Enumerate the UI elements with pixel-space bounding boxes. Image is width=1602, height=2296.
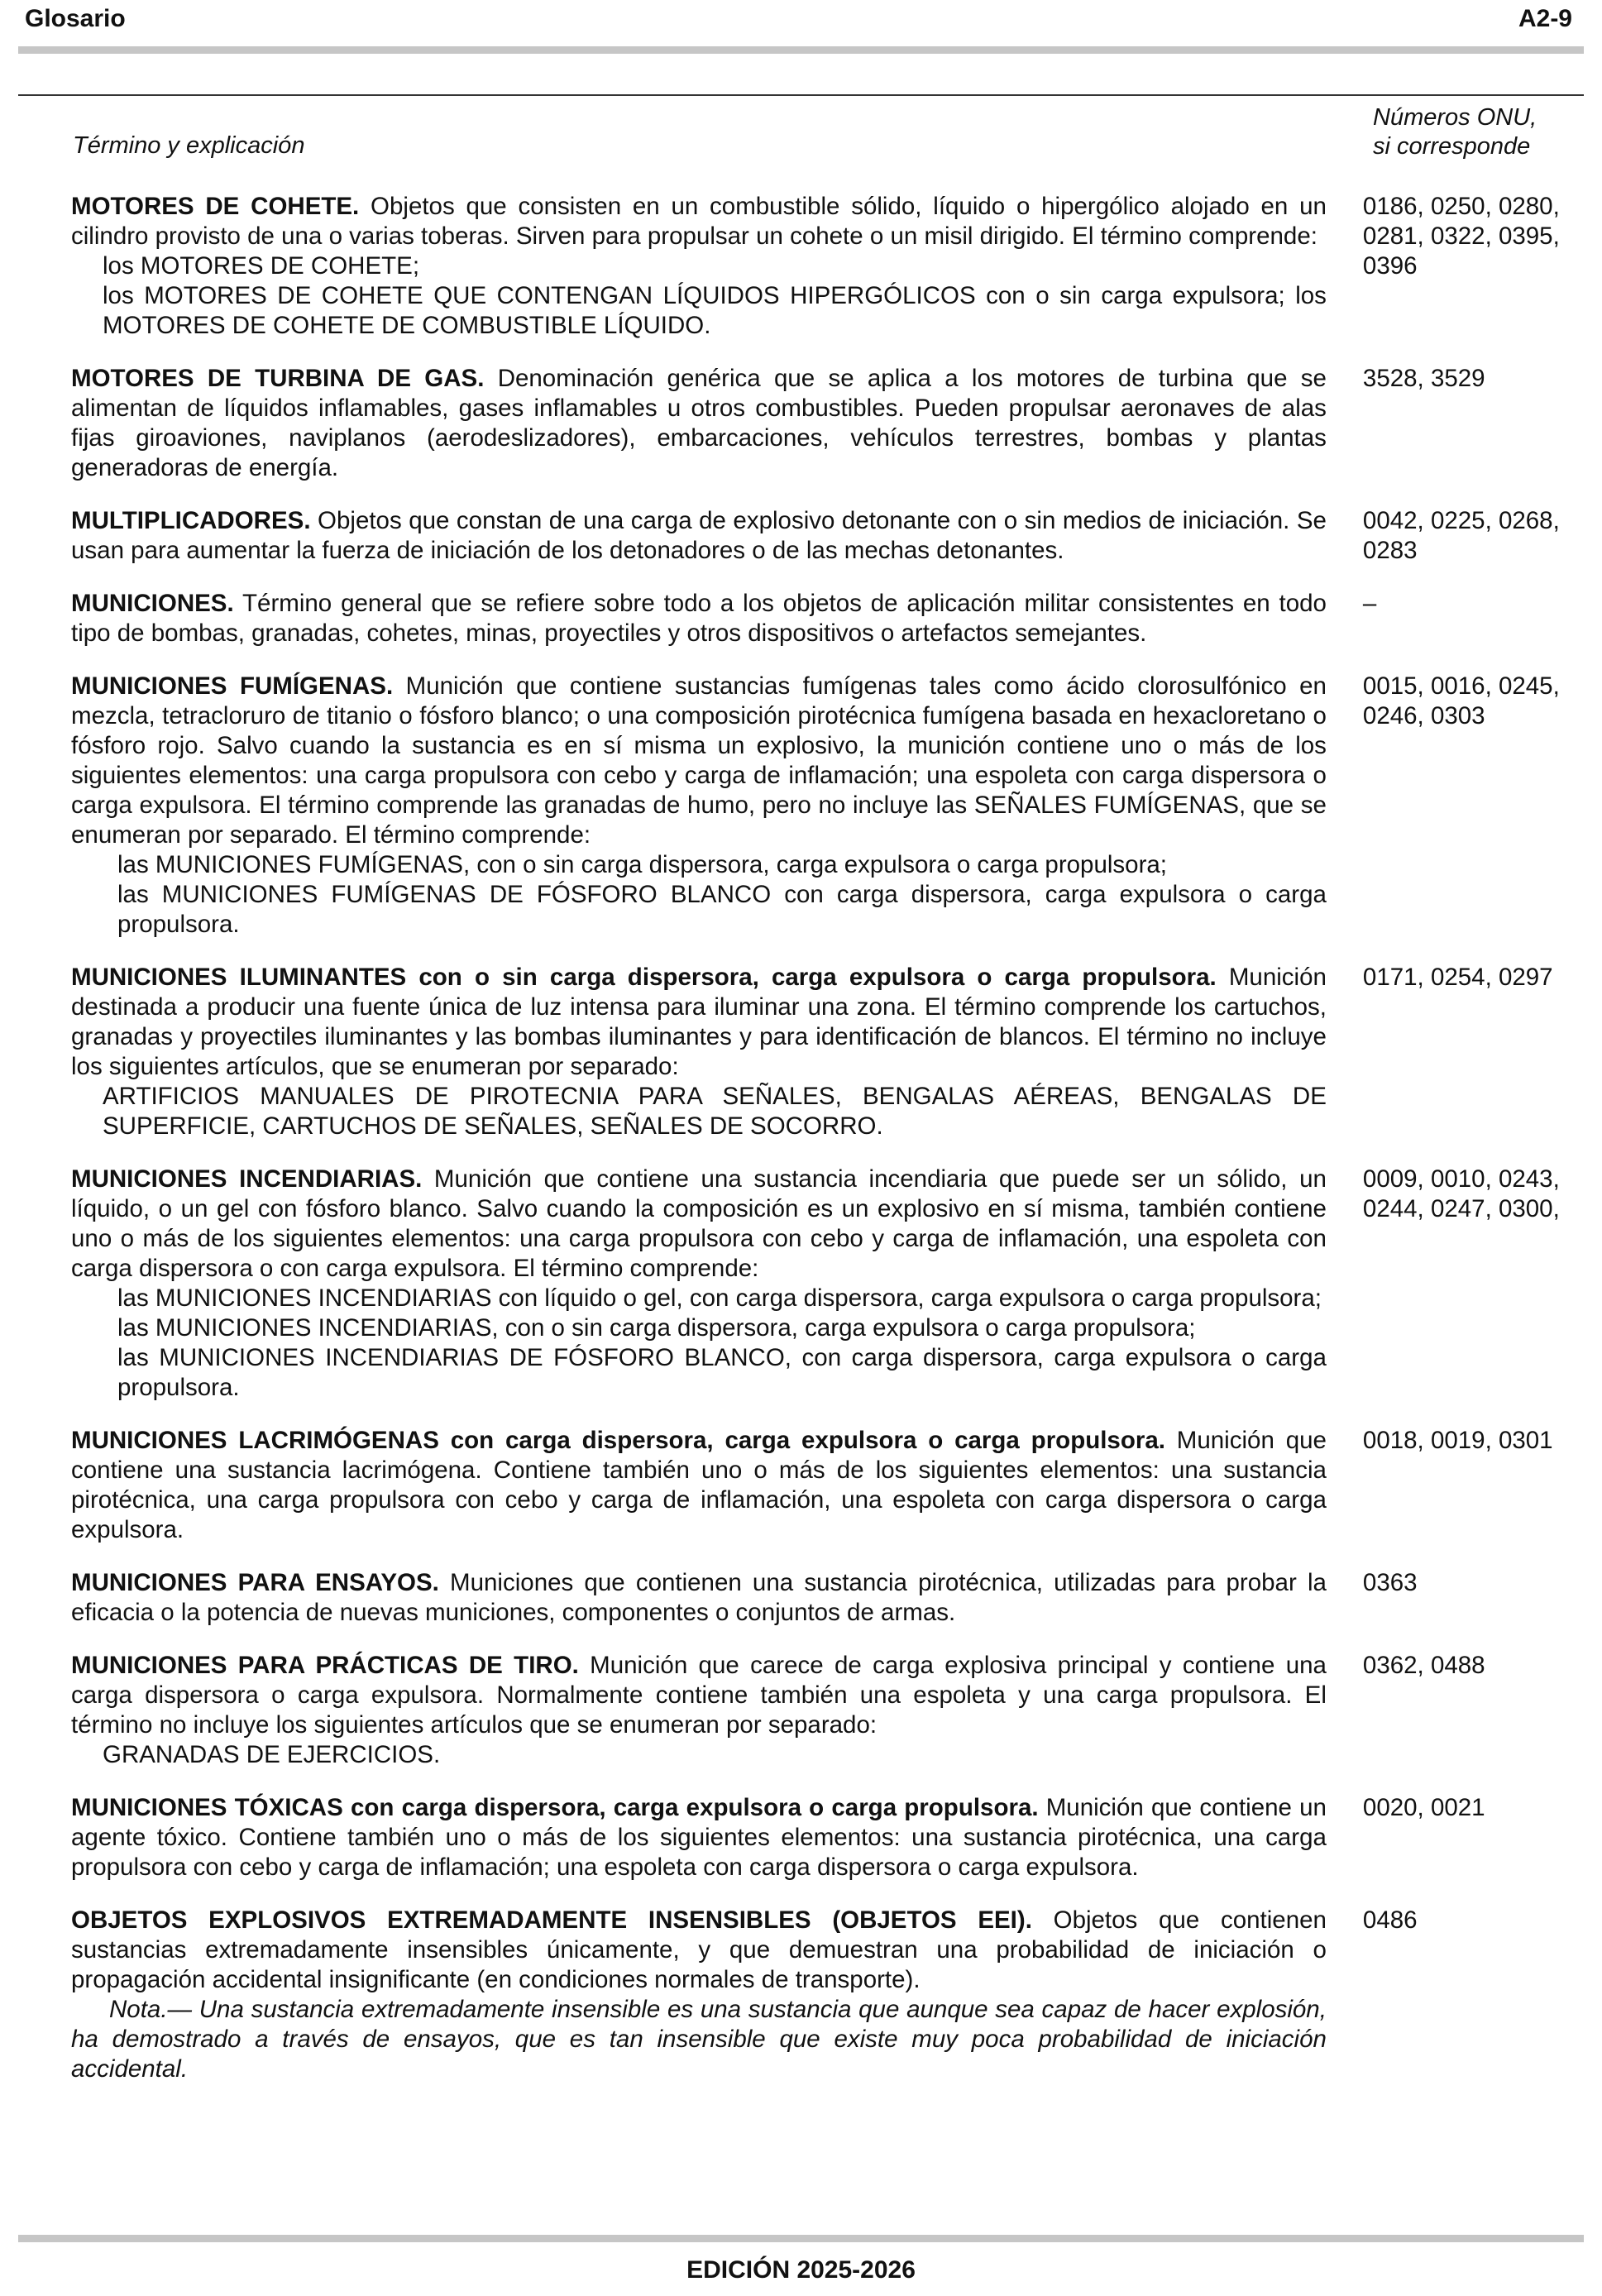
entry-description: Objetos que contienen sustancias extremadamente insensibles únicamente, y que demuestran una probabilidad de iniciación o propagación accidental insignificante (en condiciones normales de transporte). [71, 1906, 1327, 1993]
entry-paragraph [71, 1426, 1327, 1545]
table-top-rule [18, 94, 1584, 96]
glossary-entry [71, 589, 1601, 648]
entry-list-item: GRANADAS DE EJERCICIOS. [103, 1741, 441, 1768]
glossary-entry [71, 506, 1601, 566]
edition-footer: EDICIÓN 2025-2026 [686, 2256, 916, 2284]
section-title: Glosario [25, 5, 126, 32]
entry-text [71, 192, 1327, 341]
entry-list-item: los MOTORES DE COHETE; [103, 252, 420, 280]
column-header-term: Término y explicación [73, 132, 305, 159]
entry-paragraph [71, 1568, 1327, 1628]
column-header-un-line1: Números ONU, [1373, 104, 1537, 131]
entry-term: MUNICIONES INCENDIARIAS. [71, 1165, 423, 1193]
un-numbers: 0042, 0225, 0268, 0283 [1362, 507, 1560, 564]
entry-text [71, 506, 1327, 566]
entry-list-item: ARTIFICIOS MANUALES DE PIROTECNIA PARA SEÑALES, BENGALAS AÉREAS, BENGALAS DE SUPERFICIE, CARTUCHOS DE SEÑALES, SEÑALES DE SOCORRO. [103, 1083, 1327, 1140]
entry-term: MOTORES DE COHETE. [71, 193, 360, 220]
entry-text [71, 1426, 1327, 1545]
un-numbers: 0363 [1362, 1569, 1418, 1596]
entry-description: Munición que carece de carga explosiva principal y contiene una carga dispersora o carga expulsora. Normalmente contiene también una espoleta y una carga propulsora. El término no incluye los siguientes artículos que se enumeran por separado: [71, 1652, 1327, 1739]
entry-term: MUNICIONES PARA ENSAYOS. [71, 1569, 439, 1596]
entry-paragraph [71, 192, 1327, 251]
un-numbers: 0186, 0250, 0280, 0281, 0322, 0395, 0396 [1362, 193, 1560, 280]
glossary-entry [71, 364, 1601, 483]
entry-description: Munición que contiene una sustancia lacrimógena. Contiene también uno o más de los siguientes elementos: una sustancia pirotécnica, una carga propulsora con cebo y carga de inflamación, una espoleta con carga dispersora o carga expulsora. [71, 1427, 1327, 1543]
entry-paragraph [71, 963, 1327, 1082]
glossary-entry [71, 1793, 1601, 1882]
entry-term: MUNICIONES LACRIMÓGENAS con carga dispersora, carga expulsora o carga propulsora. [71, 1427, 1165, 1454]
entry-description: Munición que contiene sustancias fumígenas tales como ácido clorosulfónico en mezcla, tetracloruro de titanio o fósforo blanco; o una composición pirotécnica fumígena basada en hexacloretano o fósforo rojo. Salvo cuando la sustancia es en sí misma un explosivo, la munición contiene uno o más de los siguientes elementos: una carga propulsora con cebo y carga de inflamación; una espoleta con carga dispersora o carga expulsora. El término comprende las granadas de humo, pero no incluye las SEÑALES FUMÍGENAS, que se enumeran por separado. El término comprende: [71, 672, 1327, 849]
glossary-entry [71, 192, 1601, 341]
glossary-entry [71, 963, 1601, 1141]
entry-list-item: los MOTORES DE COHETE QUE CONTENGAN LÍQUIDOS HIPERGÓLICOS con o sin carga expulsora; los MOTORES DE COHETE DE COMBUSTIBLE LÍQUIDO. [103, 282, 1327, 339]
entry-text [71, 1906, 1327, 2084]
glossary-entries [71, 192, 1601, 2107]
glossary-entry [71, 1165, 1601, 1403]
entry-description: Denominación genérica que se aplica a los motores de turbina que se alimentan de líquidos inflamables, gases inflamables u otros combustibles. Pueden propulsar aeronaves de alas fijas giroaviones, naviplanos (aerodeslizadores), embarcaciones, vehículos terrestres, bombas y plantas generadoras de energía. [71, 365, 1327, 481]
entry-paragraph [71, 1165, 1327, 1284]
un-numbers: – [1362, 590, 1377, 617]
entry-term: MUNICIONES TÓXICAS con carga dispersora, carga expulsora o carga propulsora. [71, 1794, 1039, 1821]
un-numbers: 0171, 0254, 0297 [1362, 964, 1553, 991]
entry-list-item: las MUNICIONES INCENDIARIAS, con o sin carga dispersora, carga expulsora o carga propulsora; [117, 1314, 1196, 1342]
entry-paragraph [71, 1906, 1327, 1995]
entry-list-item: las MUNICIONES FUMÍGENAS, con o sin carga dispersora, carga expulsora o carga propulsora; [117, 851, 1168, 878]
entry-paragraph [71, 364, 1327, 483]
entry-description: Término general que se refiere sobre todo a los objetos de aplicación militar consistentes en todo tipo de bombas, granadas, cohetes, minas, proyectiles y otros dispositivos o artefactos semejantes. [71, 590, 1327, 647]
entry-description: Munición destinada a producir una fuente única de luz intensa para iluminar una zona. El término comprende los cartuchos, granadas y proyectiles iluminantes y las bombas iluminantes y para identificación de blancos. El término no incluye los siguientes artículos, que se enumeran por separado: [71, 964, 1327, 1080]
entry-paragraph [71, 672, 1327, 850]
page-header [25, 0, 1577, 50]
un-numbers: 0020, 0021 [1362, 1794, 1485, 1821]
entry-description: Munición que contiene una sustancia incendiaria que puede ser un sólido, un líquido, o un gel con fósforo blanco. Salvo cuando la composición es un explosivo en sí misma, también contiene uno o más de los siguientes elementos: una carga propulsora con cebo y carga de inflamación, una espoleta con carga dispersora o con carga expulsora. El término comprende: [71, 1165, 1327, 1282]
glossary-entry [71, 1426, 1601, 1545]
entry-paragraph [71, 506, 1327, 566]
entry-term: MUNICIONES PARA PRÁCTICAS DE TIRO. [71, 1652, 579, 1679]
entry-term: OBJETOS EXPLOSIVOS EXTREMADAMENTE INSENSIBLES (OBJETOS EEI). [71, 1906, 1032, 1934]
entry-description: Municiones que contienen una sustancia pirotécnica, utilizadas para probar la eficacia o la potencia de nuevas municiones, componentes o conjuntos de armas. [71, 1569, 1327, 1626]
entry-text [71, 963, 1327, 1141]
un-numbers: 0015, 0016, 0245, 0246, 0303 [1362, 672, 1560, 729]
entry-text [71, 364, 1327, 483]
entry-term: MUNICIONES ILUMINANTES con o sin carga dispersora, carga expulsora o carga propulsora. [71, 964, 1217, 991]
un-numbers: 0009, 0010, 0243, 0244, 0247, 0300, [1362, 1165, 1560, 1222]
entry-term: MUNICIONES. [71, 590, 234, 617]
entry-text [71, 1165, 1327, 1403]
footer-rule [18, 2235, 1584, 2242]
entry-term: MULTIPLICADORES. [71, 507, 311, 534]
header-rule [18, 46, 1584, 54]
entry-description: Objetos que constan de una carga de explosivo detonante con o sin medios de iniciación. Se usan para aumentar la fuerza de iniciación de los detonadores o de las mechas detonantes. [71, 507, 1327, 564]
entry-note [71, 1995, 1327, 2084]
entry-paragraph [71, 589, 1327, 648]
glossary-entry [71, 1651, 1601, 1770]
page-number: A2-9 [1518, 5, 1572, 32]
column-header-un-line2: si corresponde [1373, 133, 1531, 160]
entry-list-item: las MUNICIONES FUMÍGENAS DE FÓSFORO BLANCO con carga dispersora, carga expulsora o carga propulsora. [117, 881, 1327, 938]
column-header-un-numbers [1373, 103, 1537, 161]
entry-term: MOTORES DE TURBINA DE GAS. [71, 365, 485, 392]
entry-description: Objetos que consisten en un combustible sólido, líquido o hipergólico alojado en un cilindro provisto de una o varias toberas. Sirven para propulsar un cohete o un misil dirigido. El término comprende: [71, 193, 1327, 250]
entry-text [71, 1651, 1327, 1770]
un-numbers: 3528, 3529 [1362, 365, 1485, 392]
entry-term: MUNICIONES FUMÍGENAS. [71, 672, 394, 700]
entry-text [71, 1793, 1327, 1882]
un-numbers: 0362, 0488 [1362, 1652, 1485, 1679]
note-text: Nota.— Una sustancia extremadamente insensible es una sustancia que aunque sea capaz de hacer explosión, ha demostrado a través de ensayos, que es tan insensible que existe muy poca probabilidad de iniciación accidental. [71, 1996, 1327, 2083]
un-numbers: 0486 [1362, 1906, 1418, 1934]
entry-description: Munición que contiene un agente tóxico. Contiene también uno o más de los siguientes elementos: una sustancia pirotécnica, una carga propulsora con cebo y carga de inflamación; una espoleta con carga dispersora o carga expulsora. [71, 1794, 1327, 1881]
entry-list-item: las MUNICIONES INCENDIARIAS DE FÓSFORO BLANCO, con carga dispersora, carga expulsora o carga propulsora. [117, 1344, 1327, 1401]
entry-text [71, 589, 1327, 648]
entry-text [71, 1568, 1327, 1628]
glossary-entry [71, 1568, 1601, 1628]
glossary-entry [71, 1906, 1601, 2084]
un-numbers: 0018, 0019, 0301 [1362, 1427, 1553, 1454]
entry-list-item: las MUNICIONES INCENDIARIAS con líquido o gel, con carga dispersora, carga expulsora o carga propulsora; [117, 1284, 1322, 1312]
glossary-entry [71, 672, 1601, 940]
note-indent [71, 1996, 109, 2023]
entry-text [71, 672, 1327, 940]
entry-paragraph [71, 1793, 1327, 1882]
entry-paragraph [71, 1651, 1327, 1740]
